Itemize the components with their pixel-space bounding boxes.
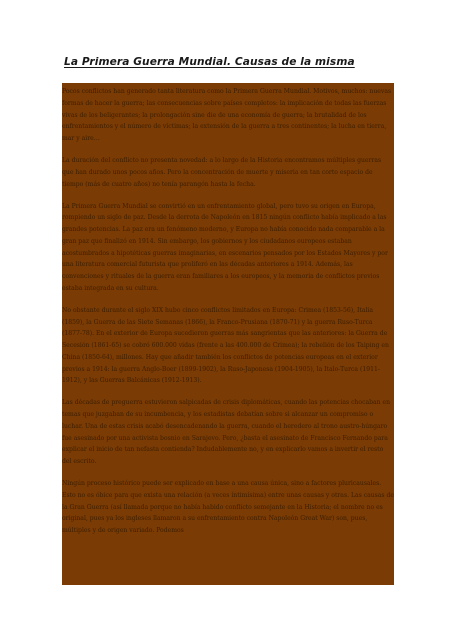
document-title: La Primera Guerra Mundial. Causas de la misma bbox=[64, 56, 355, 68]
paragraph: Ningún proceso histórico puede ser explicado en base a una causa única, sino a factores pluricausales. Esto no es óbice para que exista una relación (a veces íntimísima) entre unas causas y otras. Las causas de la Gran Guerra (así llamada porque no había habido conflicto semejante en la Historia; el nombre no es original, pues ya los ingleses llamaron a su enfrentamiento contra Napoleón Great War) son, pues, múltiples y de origen variado. Podemos bbox=[62, 480, 394, 535]
paragraph: Las décadas de preguerra estuvieron salpicadas de crisis diplomáticas, cuando las potencias chocaban en temas que juzgaban de su incumbencia, y los estadistas debatían sobre si alcanzar un compromiso o luchar. Una de estas crisis acabó desencadenando la guerra, cuando el heredero al trono austro-húngaro fue asesinado por una activista bosnio en Sarajevo. Pero, ¿basta el asesinato de Francisco Fernando para explicar el inicio de tan nefasta contienda? Indudablemente no, y en explicarlo vamos a invertir el resto del escrito. bbox=[62, 399, 391, 466]
paragraph: No obstante durante el siglo XIX hubo cinco conflictos limitados en Europa: Crimea (1853-56), Italia (1859), la Guerra de las Siete Semanas (1866), la Franco-Prusiana (1870-71) y la guerra Ruso-Turca (1877-78). En el exterior de Europa sucedieron guerras más sangrientas que las anteriores: la Guerra de Secesión (1861-65) se cobró 600.000 vidas (frente a las 400.000 de Crimea); la rebelión de los Taiping en China (1850-64), millones. Hay que añadir también los conflictos de potencias europeas en el exterior previos a 1914: la guerra Anglo-Boer (1899-1902), la Ruso-Japonesa (1904-1905), la Italo-Turca (1911-1912), y las Guerras Balcánicas (1912-1913). bbox=[62, 306, 389, 385]
document-body bbox=[62, 83, 394, 585]
paragraph: La Primera Guerra Mundial se convirtió en un enfrentamiento global, pero tuvo su origen en Europa, rompiendo un siglo de paz. Desde la derrota de Napoleón en 1815 ningún conflicto había implicado a las grandes potencias. La paz era un fenómeno moderno, y Europa no había conocido nada comparable a la gran paz que finalizó en 1914. Sin embargo, los gobiernos y los ciudadanos europeos estaban acostumbrados a hipotéticas guerras imaginarias, en escenarios pensados por los Estados Mayores y por una literatura comercial futurista que proliferó en las décadas anteriores a 1914. Además, las convenciones y rituales de la guerra eran familiares a los europeos, y la memoria de conflictos previos estaba integrada en su cultura. bbox=[62, 202, 388, 292]
paragraph: Pocos conflictos han generado tanta literatura como la Primera Guerra Mundial. Motivos, muchos: nuevas formas de hacer la guerra; las consecuencias sobre países completos: la implicación de todas las fuerzas vivas de los beligerantes; la prolongación sine die de una economía de guerra; la brutalidad de los enfrentamientos y el número de víctimas; la extensión de la guerra a tres continentes; la lucha en tierra, mar y aire… bbox=[62, 88, 392, 142]
paragraph: La duración del conflicto no presenta novedad: a lo largo de la Historia encontramos múltiples guerras que han durado unos pocos años. Pero la concentración de muerte y miseria en tan corto espacio de tiempo (más de cuatro años) no tenía parangón hasta la fecha. bbox=[62, 157, 382, 188]
